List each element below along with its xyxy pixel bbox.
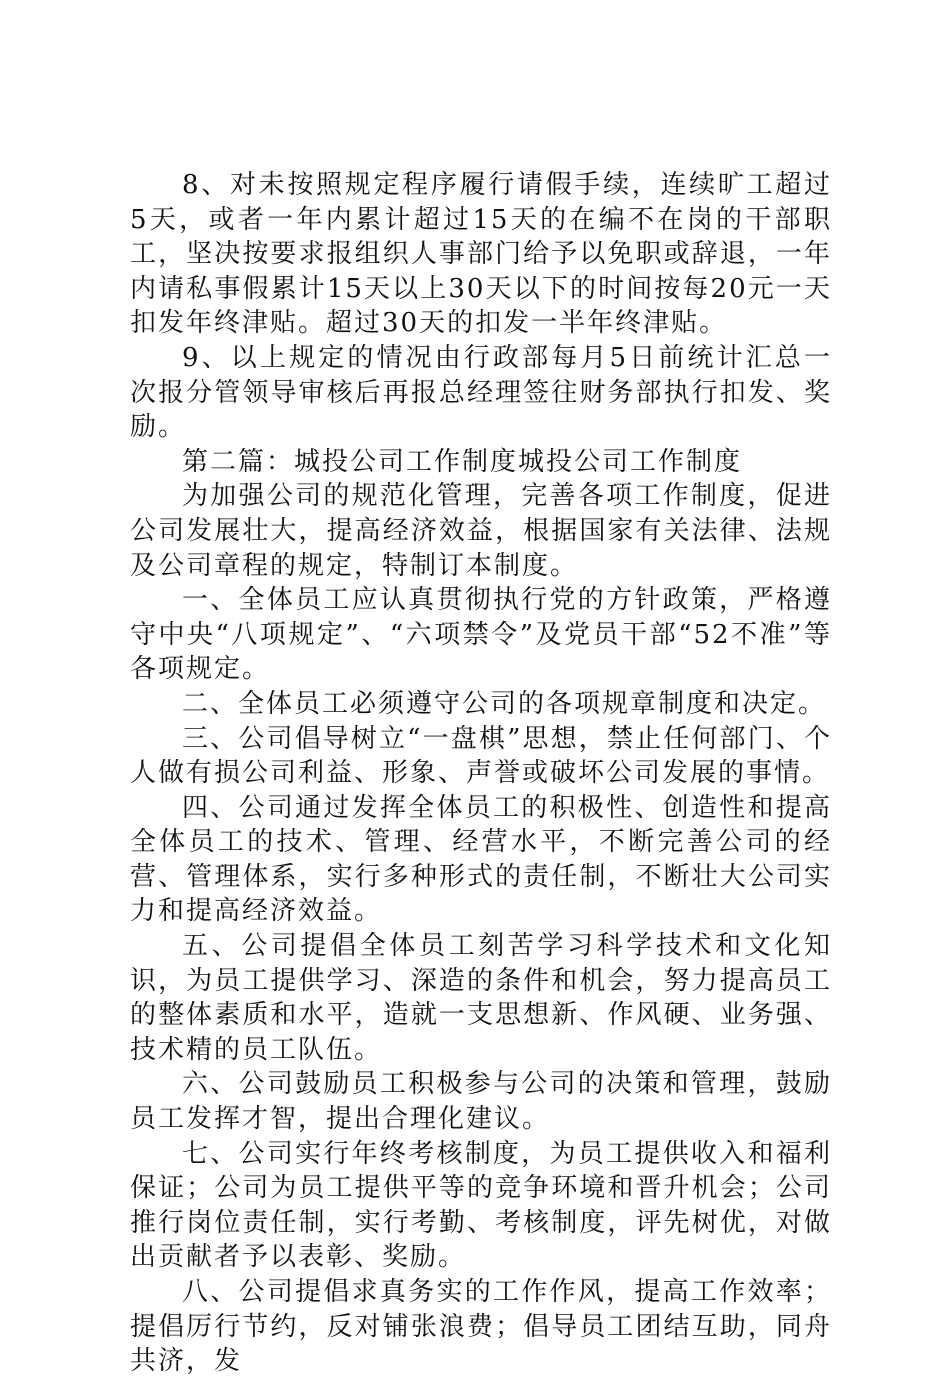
paragraph-article-7: 七、公司实行年终考核制度，为员工提供收入和福利保证；公司为员工提供平等的竞争环境和晋升机会；公司推行岗位责任制，实行考勤、考核制度，评先树优，对做出贡献者予以表彰、奖励。	[130, 1138, 832, 1273]
paragraph-article-1: 一、全体员工应认真贯彻执行党的方针政策，严格遵守中央“八项规定”、“六项禁令”及党员干部“52不准”等各项规定。	[130, 585, 832, 685]
paragraph-article-4: 四、公司通过发挥全体员工的积极性、创造性和提高全体员工的技术、管理、经营水平，不断完善公司的经营、管理体系，实行多种形式的责任制，不断壮大公司实力和提高经济效益。	[130, 792, 832, 927]
paragraph-article-3: 三、公司倡导树立“一盘棋”思想，禁止任何部门、个人做有损公司利益、形象、声誉或破坏公司发展的事情。	[130, 723, 832, 789]
paragraph-article-5: 五、公司提倡全体员工刻苦学习科学技术和文化知识，为员工提供学习、深造的条件和机会，努力提高员工的整体素质和水平，造就一支思想新、作风硬、业务强、技术精的员工队伍。	[130, 931, 832, 1065]
paragraph-preamble: 为加强公司的规范化管理，完善各项工作制度，促进公司发展壮大，提高经济效益，根据国家有关法律、法规及公司章程的规定，特制订本制度。	[130, 481, 832, 581]
document-body	[130, 168, 832, 1379]
paragraph-leave-rules-8: 8、对未按照规定程序履行请假手续，连续旷工超过5天，或者一年内累计超过15天的在编不在岗的干部职工，坚决按要求报组织人事部门给予以免职或辞退，一年内请私事假累计15天以上30天以下的时间按每20元一天扣发年终津贴。超过30天的扣发一半年终津贴。	[130, 170, 832, 339]
paragraph-article-8: 八、公司提倡求真务实的工作作风，提高工作效率；提倡厉行节约，反对铺张浪费；倡导员工团结互助，同舟共济，发	[130, 1277, 832, 1377]
paragraph-leave-rules-9: 9、以上规定的情况由行政部每月5日前统计汇总一次报分管领导审核后再报总经理签往财务部执行扣发、奖励。	[130, 342, 832, 443]
paragraph-article-6: 六、公司鼓励员工积极参与公司的决策和管理，鼓励员工发挥才智，提出合理化建议。	[130, 1069, 832, 1135]
paragraph-article-2: 二、全体员工必须遵守公司的各项规章制度和决定。	[182, 688, 827, 719]
section-heading: 第二篇：城投公司工作制度城投公司工作制度	[182, 446, 743, 477]
